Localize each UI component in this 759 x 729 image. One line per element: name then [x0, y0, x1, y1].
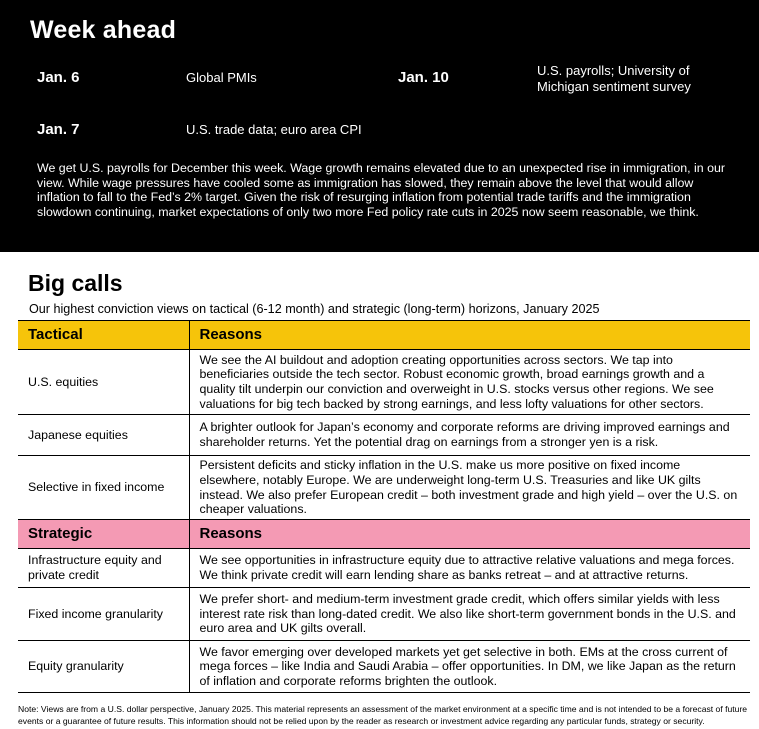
- tactical-header-row: [18, 321, 750, 350]
- row-label: U.S. equities: [18, 350, 189, 415]
- week-ahead-panel: [0, 0, 759, 252]
- row-reason: We see opportunities in infrastructure equity due to attractive relative valuations and mega forces. We think private credit will earn lending share as banks retreat – and at attractive returns.: [189, 549, 750, 588]
- table-row: [18, 641, 750, 693]
- event-description: U.S. payrolls; University of Michigan sentiment survey: [537, 63, 691, 94]
- strategic-header-row: [18, 520, 750, 549]
- reasons-header: Reasons: [189, 520, 750, 549]
- big-calls-table: [18, 320, 750, 693]
- row-label: Japanese equities: [18, 415, 189, 456]
- big-calls-section: [0, 252, 759, 729]
- table-row: [18, 588, 750, 641]
- table-row: [18, 456, 750, 520]
- big-calls-subtitle: Our highest conviction views on tactical (6-12 month) and strategic (long-term) horizons, January 2025: [29, 302, 600, 316]
- row-label: Fixed income granularity: [18, 588, 189, 641]
- tactical-header: Tactical: [18, 321, 189, 350]
- row-label: Infrastructure equity and private credit: [18, 549, 189, 588]
- strategic-header: Strategic: [18, 520, 189, 549]
- row-reason: A brighter outlook for Japan’s economy and corporate reforms are driving improved earnings and shareholder returns. Yet the potential drag on earnings from a stronger yen is a risk.: [189, 415, 750, 456]
- row-reason: We favor emerging over developed markets yet get selective in both. EMs at the cross current of mega forces – like India and Saudi Arabia – offer opportunities. In DM, we like Japan as the return of inflation and corporate reforms brighten the outlook.: [189, 641, 750, 693]
- event-description: Global PMIs: [186, 70, 257, 85]
- event-date: Jan. 6: [37, 69, 80, 86]
- week-ahead-title: Week ahead: [30, 16, 177, 44]
- big-calls-title: Big calls: [28, 270, 123, 296]
- event-date: Jan. 7: [37, 121, 80, 138]
- row-reason: We see the AI buildout and adoption creating opportunities across sectors. We tap into beneficiaries outside the tech sector. Robust economic growth, broad earnings growth and a quality tilt underpin our conviction and overweight in U.S. stocks versus other regions. We see valuations for big tech backed by strong earnings, and less lofty valuations for other sectors.: [189, 350, 750, 415]
- week-ahead-paragraph: We get U.S. payrolls for December this week. Wage growth remains elevated due to an unexpected rise in immigration, in our view. While wage pressures have cooled some as immigration has slowed, they remain above the level that would allow inflation to fall to the Fed’s 2% target. Given the risk of resurging inflation from potential trade tariffs and the immigration slowdown continuing, market expectations of only two more Fed policy rate cuts in 2025 now seem reasonable, we think.: [37, 161, 726, 219]
- table-row: [18, 549, 750, 588]
- row-reason: Persistent deficits and sticky inflation in the U.S. make us more positive on fixed income elsewhere, notably Europe. We are underweight long-term U.S. Treasuries and like UK gilts instead. We also prefer European credit – both investment grade and high yield – over the U.S. on cheaper valuations.: [189, 456, 750, 520]
- table-row: [18, 350, 750, 415]
- footnote: Note: Views are from a U.S. dollar perspective, January 2025. This material represents an assessment of the market environment at a specific time and is not intended to be a forecast of future events or a guarantee of future results. This information should not be relied upon by the reader as research or investment advice regarding any particular funds, strategy or security.: [18, 704, 748, 726]
- table-row: [18, 415, 750, 456]
- reasons-header: Reasons: [189, 321, 750, 350]
- event-date: Jan. 10: [398, 69, 449, 86]
- row-label: Selective in fixed income: [18, 456, 189, 520]
- event-description: U.S. trade data; euro area CPI: [186, 122, 362, 137]
- row-reason: We prefer short- and medium-term investment grade credit, which offers similar yields with less interest rate risk than long-dated credit. We also like short-term government bonds in the U.S. and euro area and UK gilts overall.: [189, 588, 750, 641]
- row-label: Equity granularity: [18, 641, 189, 693]
